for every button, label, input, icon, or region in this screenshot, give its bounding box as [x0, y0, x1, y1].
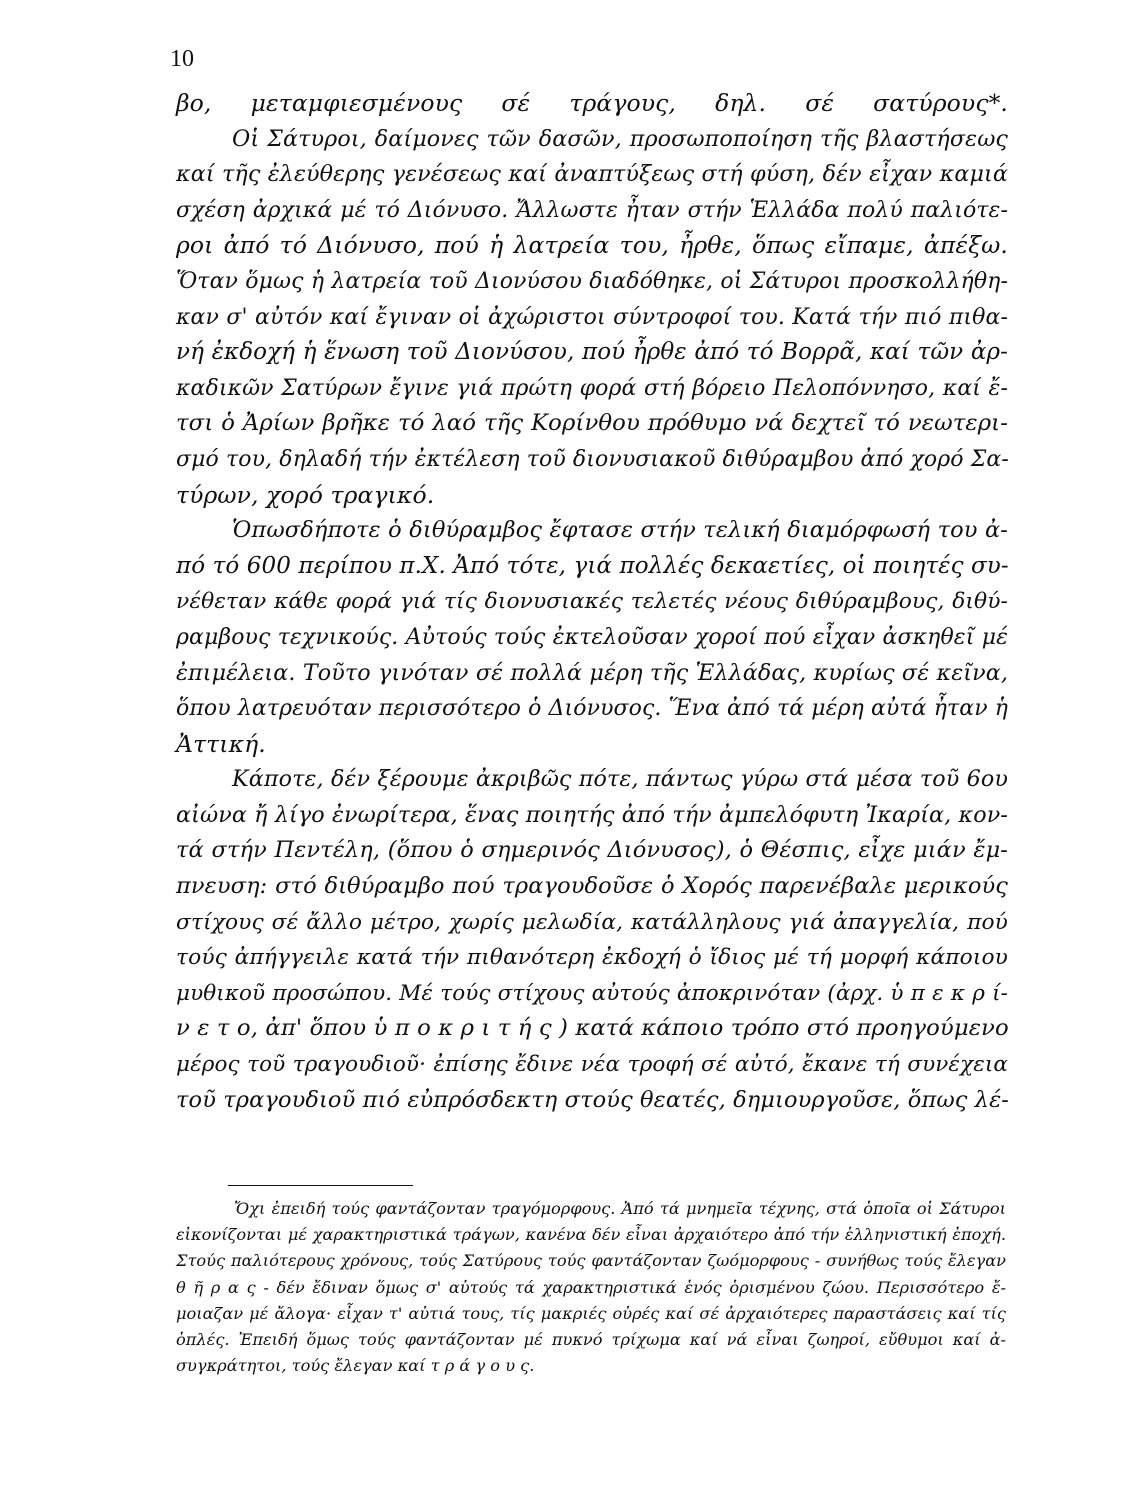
main-text	[176, 86, 1008, 1118]
footnote-line: Ὄχι ἐπειδή τούς φαντάζονταν τραγόμορφους. Ἀπό τά μνημεῖα τέχνης, στά ὁποῖα οἱ Σάτυροι	[234, 1199, 1006, 1218]
text-line: καί τῆς ἐλεύθερης γενέσεως καί ἀναπτύξεως στή φύση, δέν εἶχαν καμιά	[176, 161, 1008, 188]
paragraph-start-line: Κάποτε, δέν ξέρουμε ἀκριβῶς πότε, πάντως γύρω στά μέσα τοῦ 6ου	[232, 766, 1008, 793]
text-line: πνευση: στό διθύραμβο πού τραγουδοῦσε ὁ Χορός παρενέβαλε μερικούς	[176, 873, 1008, 900]
paragraph-end-line: τύρων, χορό τραγικό.	[176, 480, 435, 509]
text-line: Ὅταν ὅμως ἡ λατρεία τοῦ Διονύσου διαδόθηκε, οἱ Σάτυροι προσκολλήθη-	[176, 268, 1008, 294]
text-line: τοῦ τραγουδιοῦ πιό εὐπρόσδεκτη στούς θεατές, δημιουργοῦσε, ὅπως λέ-	[176, 1086, 1009, 1113]
text-line: τσι ὁ Ἀρίων βρῆκε τό λαό τῆς Κορίνθου πρόθυμο νά δεχτεῖ τό νεωτερι-	[176, 410, 1008, 437]
footnote-line: θ ῆ ρ α ς - δέν ἔδιναν ὅμως σ' αὐτούς τά χαρακτηριστικά ἑνός ὁρισμένου ζώου. Περισσότερο ἔ-	[176, 1277, 1006, 1297]
page-number: 10	[170, 46, 194, 72]
text-line: σχέση ἀρχικά μέ τό Διόνυσο. Ἄλλωστε ἦταν στήν Ἑλλάδα πολύ παλιότε-	[176, 197, 1008, 223]
text-line: σμό του, δηλαδή τήν ἐκτέλεση τοῦ διονυσιακοῦ διθύραμβου ἀπό χορό Σα-	[176, 446, 1009, 472]
text-line: καδικῶν Σατύρων ἔγινε γιά πρώτη φορά στή βόρειο Πελοπόννησο, καί ἔ-	[176, 375, 1008, 401]
footnote-line: μοιαζαν μέ ἄλογα· εἶχαν τ' αὐτιά τους, τίς μακριές οὐρές καί σέ ἀρχαιότερες παραστάσεις καί τίς	[176, 1303, 1006, 1323]
footnote-line: ὁπλές. Ἐπειδή ὅμως τούς φαντάζονταν μέ πυκνό τρίχωμα καί νά εἶναι ζωηροί, εὔθυμοι καί ἀ-	[176, 1329, 1006, 1349]
text-line: μυθικοῦ προσώπου. Μέ τούς στίχους αὐτούς ἀποκρινόταν (ἀρχ. ὑ π ε κ ρ ί-	[176, 980, 1008, 1006]
text-line: νέθεταν κάθε φορά γιά τίς διονυσιακές τελετές νέους διθύραμβους, διθύ-	[176, 589, 1008, 615]
text-line: ὅπου λατρευόταν περισσότερο ὁ Διόνυσος. Ἕνα ἀπό τά μέρη αὐτά ἦταν ἡ	[176, 696, 1009, 722]
text-line: ραμβους τεχνικούς. Αὐτούς τούς ἐκτελοῦσαν χοροί πού εἶχαν ἀσκηθεῖ μέ	[176, 624, 1008, 650]
text-line: στίχους σέ ἄλλο μέτρο, χωρίς μελωδία, κατάλληλους γιά ἀπαγγελία, πού	[176, 909, 1008, 935]
text-line: τούς ἀπήγγειλε κατά τήν πιθανότερη ἐκδοχή ὁ ἴδιος μέ τή μορφή κάποιου	[176, 945, 1008, 971]
footnote-line: εἰκονίζονται μέ χαρακτηριστικά τράγων, κανένα δέν εἶναι ἀρχαιότερο ἀπό τήν ἑλληνιστική ἐποχή.	[176, 1225, 1006, 1245]
paragraph-start-line: Οἱ Σάτυροι, δαίμονες τῶν δασῶν, προσωποποίηση τῆς βλαστήσεως	[232, 125, 1008, 152]
footnote	[176, 1196, 1006, 1379]
text-line: πό τό 600 περίπου π.Χ. Ἀπό τότε, γιά πολλές δεκαετίες, οἱ ποιητές συ-	[176, 552, 1009, 579]
text-line: μέρος τοῦ τραγουδιοῦ· ἐπίσης ἔδινε νέα τροφή σέ αὐτό, ἔκανε τή συνέχεια	[176, 1052, 1008, 1078]
text-line: ροι ἀπό τό Διόνυσο, πού ἡ λατρεία του, ἦρθε, ὅπως εἴπαμε, ἀπέξω.	[176, 231, 1008, 260]
text-line: νή ἐκδοχή ἡ ἕνωση τοῦ Διονύσου, πού ἦρθε ἀπό τό Βορρᾶ, καί τῶν ἀρ-	[176, 339, 1008, 366]
text-line: αἰώνα ἤ λίγο ἐνωρίτερα, ἕνας ποιητής ἀπό τήν ἀμπελόφυτη Ἰκαρία, κον-	[176, 801, 1008, 828]
text-line: ἐπιμέλεια. Τοῦτο γινόταν σέ πολλά μέρη τῆς Ἑλλάδας, κυρίως σέ κεῖνα,	[176, 659, 1008, 686]
text-line: τά στήν Πεντέλη, (ὅπου ὁ σημερινός Διόνυσος), ὁ Θέσπις, εἶχε μιάν ἔμ-	[176, 837, 1008, 864]
footnote-line: συγκράτητοι, τούς ἔλεγαν καί τ ρ ά γ ο υ ς.	[176, 1356, 535, 1376]
footnote-line: Στούς παλιότερους χρόνους, τούς Σατύρους τούς φαντάζονταν ζωόμορφους - συνήθως τούς ἔλεγαν	[176, 1251, 1006, 1271]
text-line: ν ε τ ο, ἀπ' ὅπου ὑ π ο κ ρ ι τ ή ς ) κατά κάποιο τρόπο στό προηγούμενο	[176, 1015, 1009, 1042]
footnote-separator	[228, 1185, 413, 1186]
paragraph-start-line: Ὁπωσδήποτε ὁ διθύραμβος ἔφτασε στήν τελική διαμόρφωσή του ἀ-	[232, 517, 1008, 544]
text-line: καν σ' αὐτόν καί ἔγιναν οἱ ἀχώριστοι σύντροφοί του. Κατά τήν πιό πιθα-	[176, 304, 1008, 330]
paragraph-end-line: Ἀττική.	[176, 729, 266, 758]
text-line: βο, μεταμφιεσμένους σέ τράγους, δηλ. σέ σατύρους*.	[176, 89, 1008, 117]
